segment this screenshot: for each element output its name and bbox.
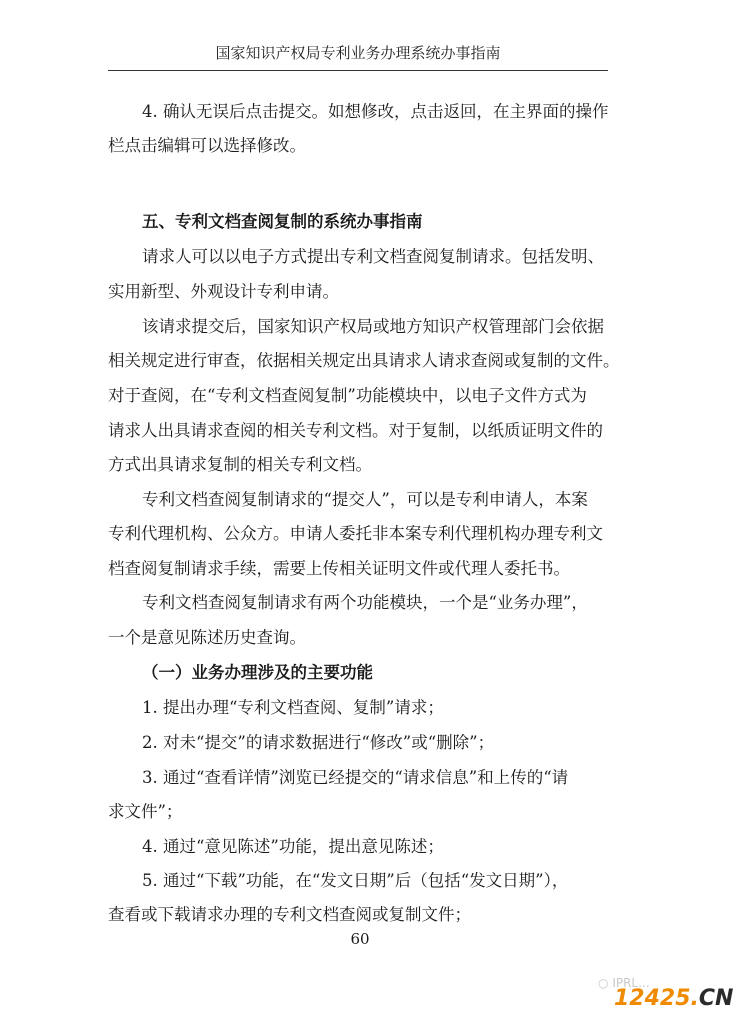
list-item: 4. 通过“意见陈述”功能，提出意见陈述； <box>142 837 444 856</box>
text-line: 栏点击编辑可以选择修改。 <box>108 136 306 155</box>
wechat-account-label: IPRL... <box>612 976 650 990</box>
text-line: 4. 确认无误后点击提交。如想修改，点击返回，在主界面的操作 <box>142 102 609 121</box>
list-item-continuation: 求文件”； <box>108 802 183 821</box>
text-line: 档查阅复制请求手续，需要上传相关证明文件或代理人委托书。 <box>108 559 570 578</box>
subsection-heading: （一）业务办理涉及的主要功能 <box>142 663 373 682</box>
site-logo-number: 12425 <box>614 986 691 1011</box>
list-item: 2. 对未“提交”的请求数据进行“修改”或“删除”； <box>142 733 495 752</box>
list-item: 1. 提出办理“专利文档查阅、复制”请求； <box>142 698 444 717</box>
page-number: 60 <box>350 930 370 948</box>
running-header: 国家知识产权局专利业务办理系统办事指南 <box>215 44 501 62</box>
text-line: 对于查阅，在“专利文档查阅复制”功能模块中，以电子文件方式为 <box>108 386 587 405</box>
text-line: 该请求提交后，国家知识产权局或地方知识产权管理部门会依据 <box>142 317 604 336</box>
text-line: 一个是意见陈述历史查询。 <box>108 628 306 647</box>
text-line: 专利文档查阅复制请求有两个功能模块，一个是“业务办理”， <box>142 593 588 612</box>
text-line: 请求人出具请求查阅的相关专利文档。对于复制，以纸质证明文件的 <box>108 421 603 440</box>
text-line: 请求人可以以电子方式提出专利文档查阅复制请求。包括发明、 <box>142 247 604 266</box>
list-item-continuation: 查看或下载请求办理的专利文档查阅或复制文件； <box>108 905 471 924</box>
section-heading: 五、专利文档查阅复制的系统办事指南 <box>142 212 423 231</box>
wechat-icon: ○ <box>598 976 609 990</box>
text-line: 相关规定进行审查，依据相关规定出具请求人请求查阅或复制的文件。 <box>108 351 620 370</box>
text-line: 实用新型、外观设计专利申请。 <box>108 282 339 301</box>
text-line: 专利代理机构、公众方。申请人委托非本案专利代理机构办理专利文 <box>108 524 603 543</box>
site-logo-suffix: CN <box>698 986 733 1011</box>
list-item: 5. 通过“下载”功能，在“发文日期”后（包括“发文日期”）， <box>142 871 569 890</box>
text-line: 专利文档查阅复制请求的“提交人”，可以是专利申请人，本案 <box>142 490 588 509</box>
site-watermark-logo <box>614 986 733 1011</box>
text-line: 方式出具请求复制的相关专利文档。 <box>108 455 372 474</box>
list-item: 3. 通过“查看详情”浏览已经提交的“请求信息”和上传的“请 <box>142 768 569 787</box>
header-rule <box>108 70 608 71</box>
site-logo-dot: . <box>690 986 699 1011</box>
